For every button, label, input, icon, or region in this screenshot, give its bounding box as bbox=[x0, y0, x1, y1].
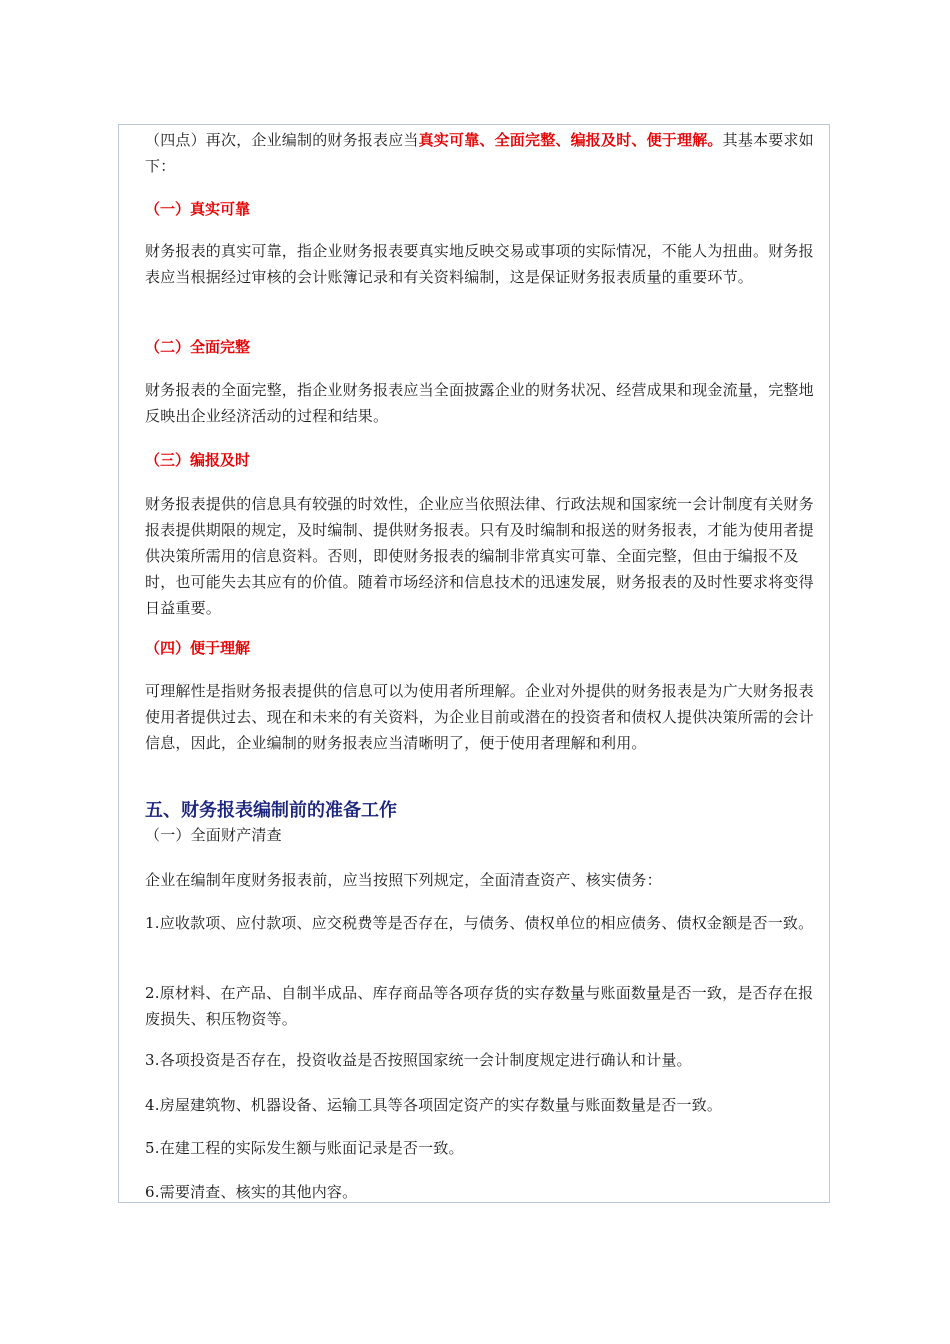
checklist-item-6: 6.需要清查、核实的其他内容。 bbox=[145, 1183, 358, 1201]
checklist-item-2: 2.原材料、在产品、自制半成品、库存商品等各项存货的实存数量与账面数量是否一致，是否存在报废损失、积压物资等。 bbox=[145, 984, 814, 1028]
requirement-body-2: 财务报表的全面完整，指企业财务报表应当全面披露企业的财务状况、经营成果和现金流量，完整地反映出企业经济活动的过程和结果。 bbox=[145, 381, 814, 425]
section-lead: 企业在编制年度财务报表前，应当按照下列规定，全面清查资产、核实债务： bbox=[145, 871, 662, 889]
checklist-item-4: 4.房屋建筑物、机器设备、运输工具等各项固定资产的实存数量与账面数量是否一致。 bbox=[145, 1096, 723, 1114]
section-subtitle: （一）全面财产清查 bbox=[145, 826, 282, 844]
checklist-item-5: 5.在建工程的实际发生额与账面记录是否一致。 bbox=[145, 1139, 464, 1157]
requirement-body-4: 可理解性是指财务报表提供的信息可以为使用者所理解。企业对外提供的财务报表是为广大财务报表使用者提供过去、现在和未来的有关资料，为企业目前或潜在的投资者和债权人提供决策所需的会计信息，因此，企业编制的财务报表应当清晰明了，便于使用者理解和利用。 bbox=[145, 682, 814, 752]
checklist-item-3: 3.各项投资是否存在，投资收益是否按照国家统一会计制度规定进行确认和计量。 bbox=[145, 1051, 692, 1069]
intro-highlight: 真实可靠、全面完整、编报及时、便于理解。 bbox=[418, 131, 723, 149]
document-frame bbox=[118, 124, 830, 1203]
checklist-item-1: 1.应收款项、应付款项、应交税费等是否存在，与债务、债权单位的相应债务、债权金额是否一致。 bbox=[145, 914, 814, 932]
requirement-heading-4: （四）便于理解 bbox=[145, 639, 251, 657]
section-title: 五、财务报表编制前的准备工作 bbox=[145, 800, 397, 821]
requirement-body-1: 财务报表的真实可靠，指企业财务报表要真实地反映交易或事项的实际情况，不能人为扭曲。财务报表应当根据经过审核的会计账簿记录和有关资料编制，这是保证财务报表质量的重要环节。 bbox=[145, 242, 814, 286]
requirement-body-3: 财务报表提供的信息具有较强的时效性，企业应当依照法律、行政法规和国家统一会计制度有关财务报表提供期限的规定，及时编制、提供财务报表。只有及时编制和报送的财务报表，才能为使用者提供决策所需用的信息资料。否则，即使财务报表的编制非常真实可靠、全面完整，但由于编报不及时，也可能失去其应有的价值。随着市场经济和信息技术的迅速发展，财务报表的及时性要求将变得日益重要。 bbox=[145, 495, 814, 617]
intro-paragraph bbox=[145, 127, 815, 179]
requirement-heading-1: （一）真实可靠 bbox=[145, 200, 251, 218]
intro-text-after: 其基本要求如下： bbox=[145, 131, 814, 175]
intro-text-before: （四点）再次，企业编制的财务报表应当 bbox=[145, 131, 419, 149]
requirement-heading-2: （二）全面完整 bbox=[145, 338, 251, 356]
requirement-heading-3: （三）编报及时 bbox=[145, 451, 251, 469]
